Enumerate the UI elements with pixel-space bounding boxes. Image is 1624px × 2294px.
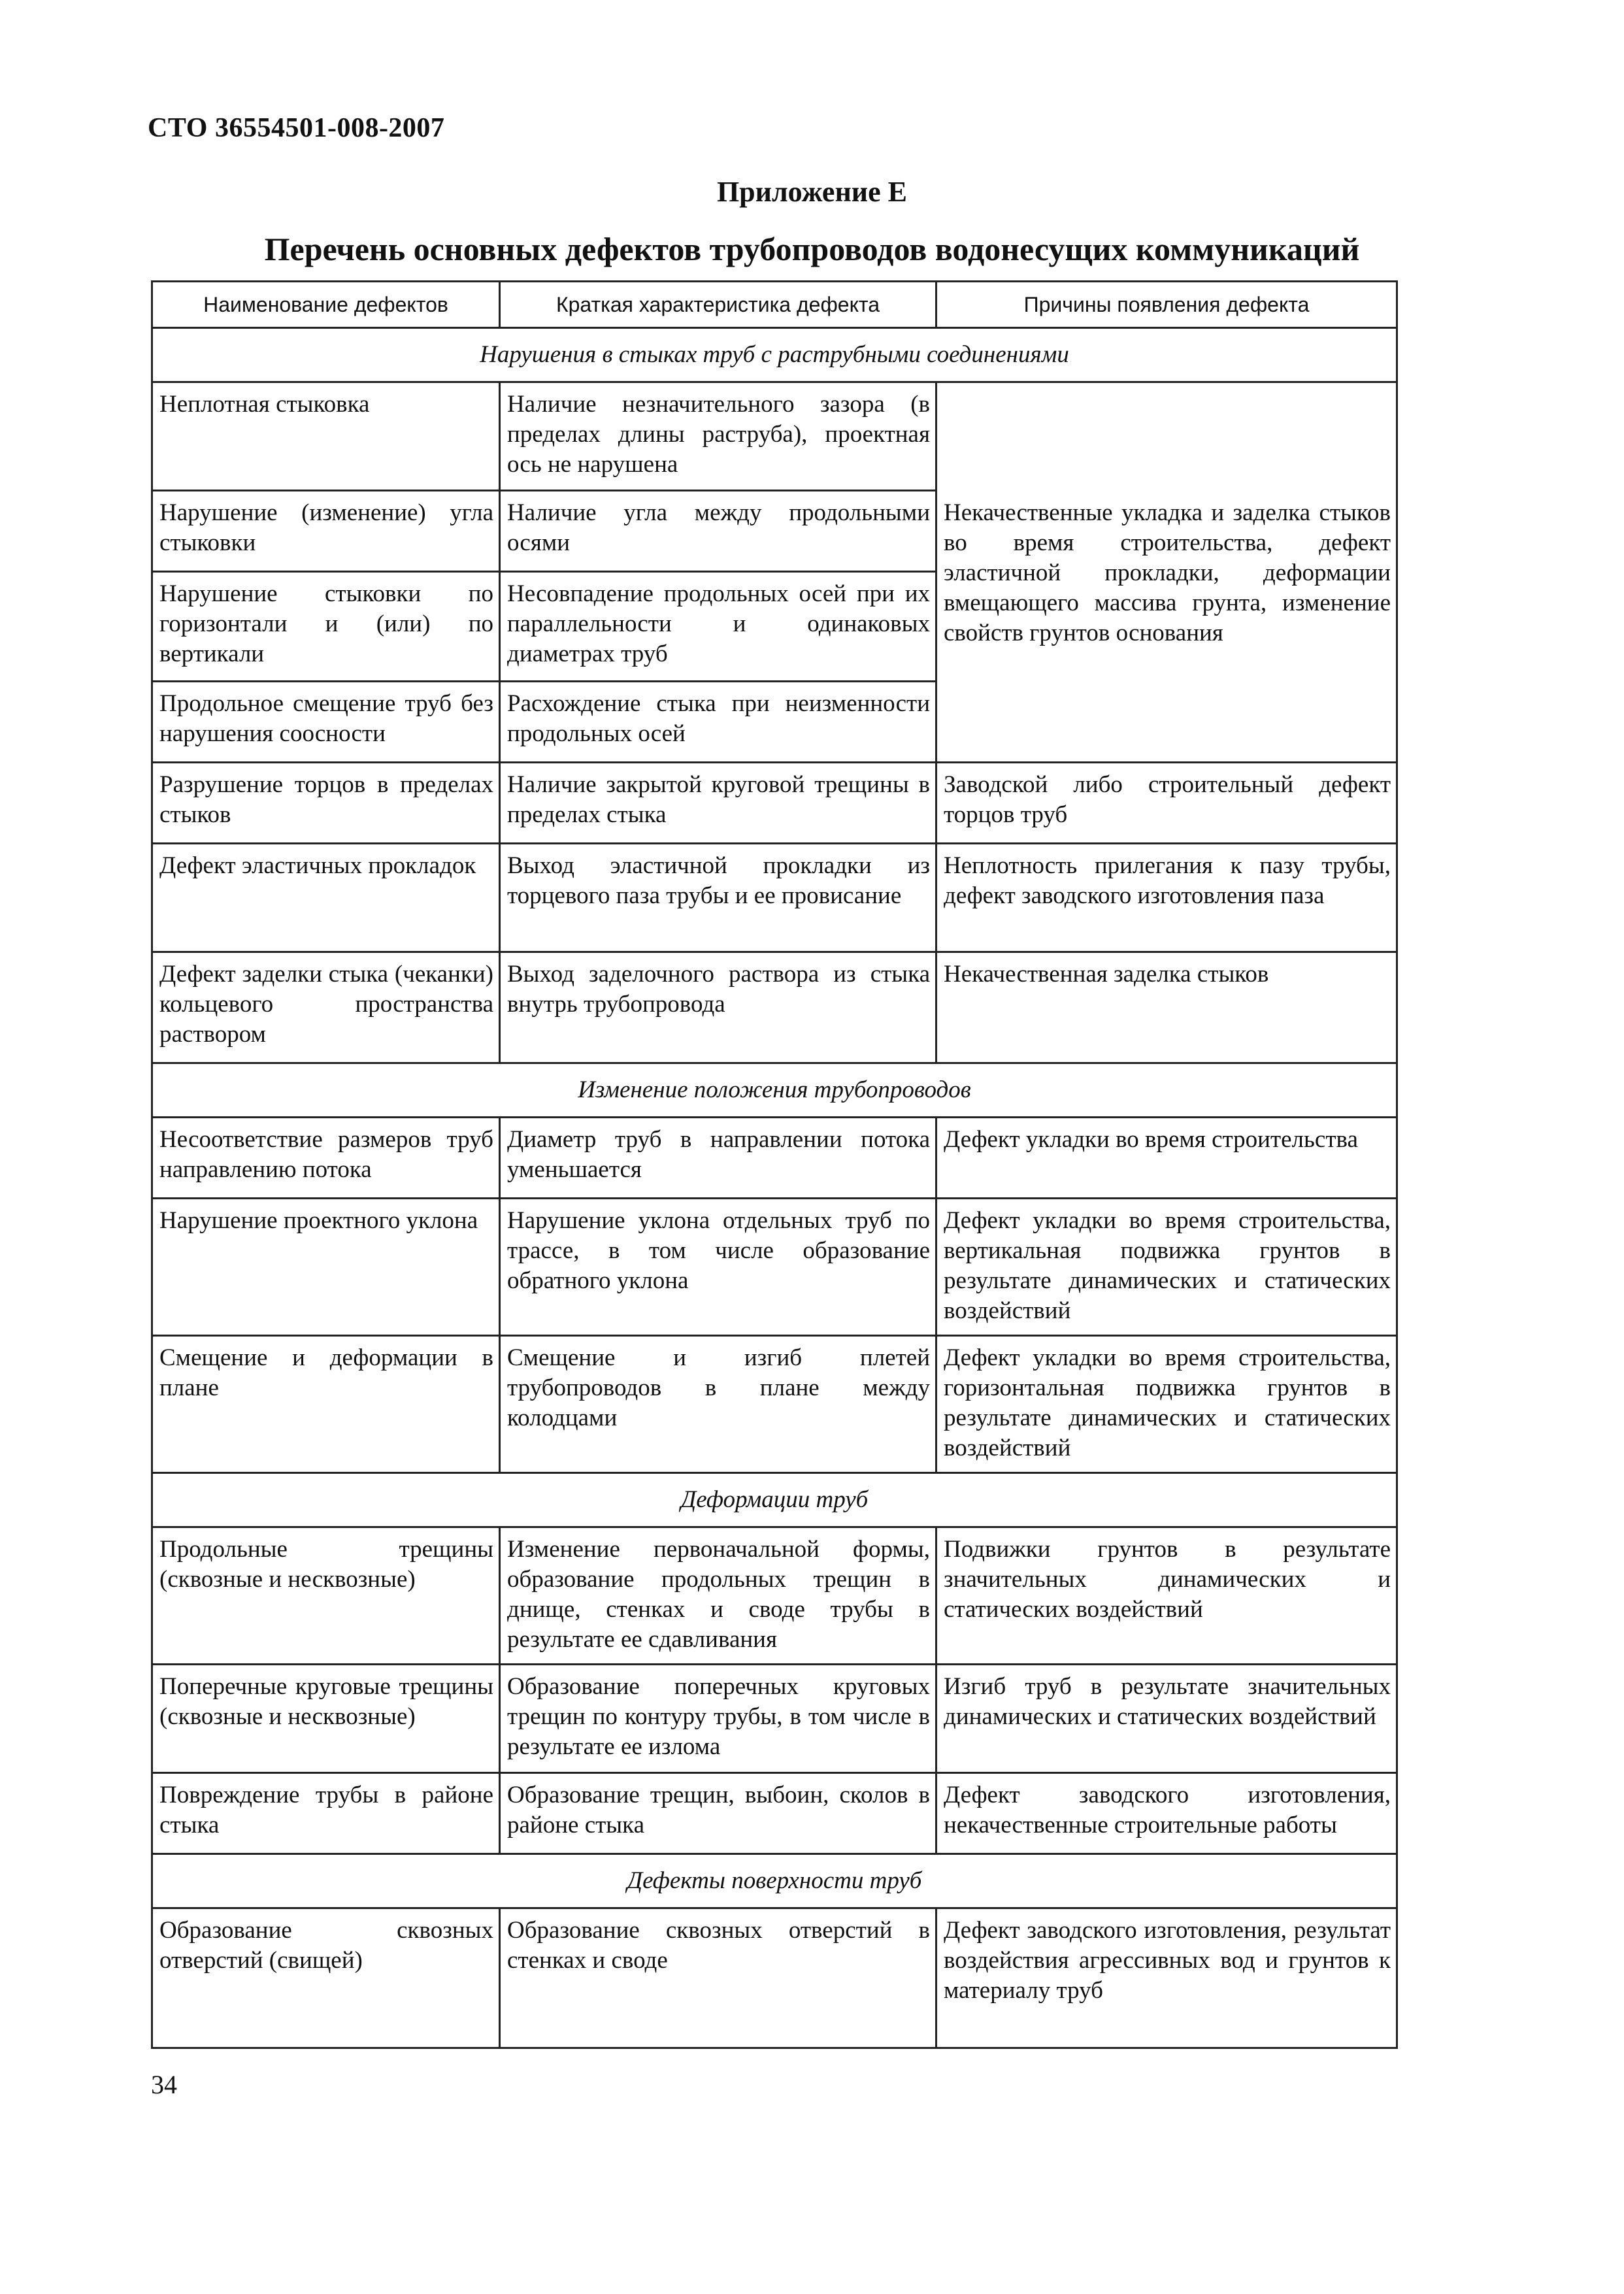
defect-description-cell: Образование сквозных отверстий в стенках и своде <box>500 1908 936 2048</box>
table-row <box>152 1773 1397 1854</box>
defect-name-cell: Поперечные круговые трещины (сквозные и несквозные) <box>152 1665 500 1773</box>
defect-description-cell: Наличие угла между продольными осями <box>500 491 936 572</box>
defect-description-cell: Образование трещин, выбоин, сколов в районе стыка <box>500 1773 936 1854</box>
defect-name-cell: Нарушение проектного уклона <box>152 1199 500 1336</box>
defect-description-cell: Выход эластичной прокладки из торцевого паза трубы и ее провисание <box>500 844 936 952</box>
table-row <box>152 1527 1397 1665</box>
table-row <box>152 952 1397 1063</box>
table-row <box>152 1665 1397 1773</box>
defect-description-cell: Выход заделочного раствора из стыка внутрь трубопровода <box>500 952 936 1063</box>
table-row <box>152 382 1397 491</box>
defect-cause-cell: Подвижки грунтов в результате значительных динамических и статических воздействий <box>936 1527 1397 1665</box>
table-row <box>152 1118 1397 1199</box>
section-row <box>152 1063 1397 1118</box>
defect-name-cell: Несоответствие размеров труб направлению потока <box>152 1118 500 1199</box>
table-row <box>152 1199 1397 1336</box>
table-row <box>152 1908 1397 2048</box>
section-row <box>152 328 1397 382</box>
section-row <box>152 1473 1397 1527</box>
document-code: СТО 36554501-008-2007 <box>148 113 445 143</box>
defect-name-cell: Смещение и деформации в плане <box>152 1336 500 1473</box>
defect-cause-cell: Неплотность прилегания к пазу трубы, дефект заводского изготовления паза <box>936 844 1397 952</box>
defect-description-cell: Несовпадение продольных осей при их параллельности и одинаковых диаметрах труб <box>500 572 936 682</box>
column-header-name: Наименование дефектов <box>152 282 500 328</box>
section-title: Нарушения в стыках труб с раструбными соединениями <box>152 328 1397 382</box>
section-title: Деформации труб <box>152 1473 1397 1527</box>
defect-name-cell: Образование сквозных отверстий (свищей) <box>152 1908 500 2048</box>
table-row <box>152 1336 1397 1473</box>
defect-name-cell: Повреждение трубы в районе стыка <box>152 1773 500 1854</box>
page-number: 34 <box>151 2070 177 2099</box>
defect-cause-cell: Изгиб труб в результате значительных динамических и статических воздействий <box>936 1665 1397 1773</box>
defect-description-cell: Образование поперечных круговых трещин по контуру трубы, в том числе в результате ее излома <box>500 1665 936 1773</box>
defect-name-cell: Продольные трещины (сквозные и несквозные) <box>152 1527 500 1665</box>
column-header-cause: Причины появления дефекта <box>936 282 1397 328</box>
table-header-row <box>152 282 1397 328</box>
defect-cause-cell: Некачественная заделка стыков <box>936 952 1397 1063</box>
section-title: Дефекты поверхности труб <box>152 1854 1397 1908</box>
defect-cause-cell: Дефект укладки во время строительства, горизонтальная подвижка грунтов в результате динамических и статических воздействий <box>936 1336 1397 1473</box>
defect-cause-cell: Заводской либо строительный дефект торцов труб <box>936 763 1397 844</box>
defect-name-cell: Неплотная стыковка <box>152 382 500 491</box>
section-row <box>152 1854 1397 1908</box>
table-row <box>152 763 1397 844</box>
table-row <box>152 844 1397 952</box>
defect-name-cell: Нарушение (изменение) угла стыковки <box>152 491 500 572</box>
defect-description-cell: Наличие закрытой круговой трещины в пределах стыка <box>500 763 936 844</box>
defects-table <box>151 280 1398 2049</box>
defect-cause-cell-merged: Некачественные укладка и заделка стыков во время строительства, дефект эластичной прокладки, деформации вмещающего массива грунта, изменение свойств грунтов основания <box>936 382 1397 763</box>
defect-description-cell: Нарушение уклона отдельных труб по трассе, в том числе образование обратного уклона <box>500 1199 936 1336</box>
defect-name-cell: Продольное смещение труб без нарушения соосности <box>152 682 500 763</box>
defect-description-cell: Диаметр труб в направлении потока уменьшается <box>500 1118 936 1199</box>
defect-name-cell: Нарушение стыковки по горизонтали и (или) по вертикали <box>152 572 500 682</box>
defect-cause-cell: Дефект укладки во время строительства <box>936 1118 1397 1199</box>
defect-name-cell: Разрушение торцов в пределах стыков <box>152 763 500 844</box>
defect-cause-cell: Дефект заводского изготовления, результат воздействия агрессивных вод и грунтов к материалу труб <box>936 1908 1397 2048</box>
defect-description-cell: Расхождение стыка при неизменности продольных осей <box>500 682 936 763</box>
column-header-description: Краткая характеристика дефекта <box>500 282 936 328</box>
defect-name-cell: Дефект эластичных прокладок <box>152 844 500 952</box>
defect-description-cell: Изменение первоначальной формы, образование продольных трещин в днище, стенках и своде трубы в результате ее сдавливания <box>500 1527 936 1665</box>
defect-cause-cell: Дефект укладки во время строительства, вертикальная подвижка грунтов в результате динамических и статических воздействий <box>936 1199 1397 1336</box>
defect-name-cell: Дефект заделки стыка (чеканки) кольцевого пространства раствором <box>152 952 500 1063</box>
page-title: Перечень основных дефектов трубопроводов водонесущих коммуникаций <box>264 231 1360 267</box>
defect-cause-cell: Дефект заводского изготовления, некачественные строительные работы <box>936 1773 1397 1854</box>
defect-description-cell: Наличие незначительного зазора (в пределах длины раструба), проектная ось не нарушена <box>500 382 936 491</box>
defect-description-cell: Смещение и изгиб плетей трубопроводов в плане между колодцами <box>500 1336 936 1473</box>
appendix-label: Приложение Е <box>716 176 908 208</box>
section-title: Изменение положения трубопроводов <box>152 1063 1397 1118</box>
